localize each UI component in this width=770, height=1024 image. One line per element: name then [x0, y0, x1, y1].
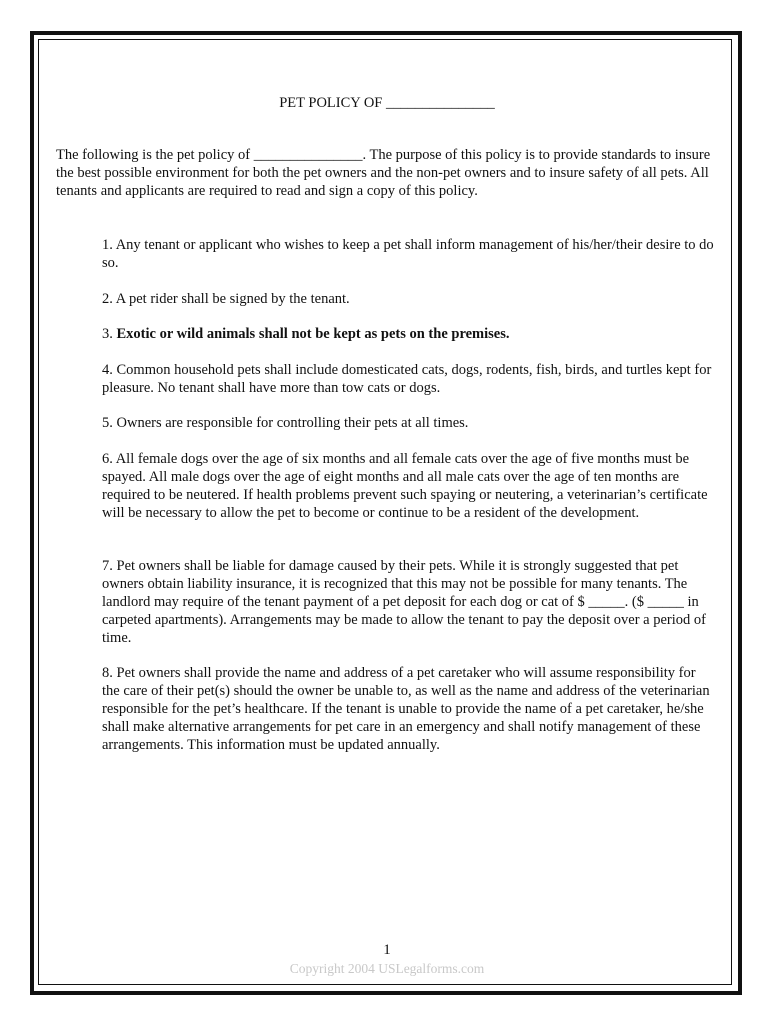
policy-item-4: 4. Common household pets shall include domesticated cats, dogs, rodents, fish, birds, and turtles kept for pleasure. No tenant shall have more than tow cats or dogs. [102, 362, 712, 396]
page-number: 1 [383, 942, 391, 958]
policy-item-1: 1. Any tenant or applicant who wishes to keep a pet shall inform management of his/her/their desire to do so. [102, 237, 714, 271]
copyright-notice: Copyright 2004 USLegalforms.com [289, 961, 485, 976]
policy-item-2: 2. A pet rider shall be signed by the tenant. [102, 291, 350, 307]
policy-item-6: 6. All female dogs over the age of six months and all female cats over the age of five months must be spayed. All male dogs over the age of eight months and all male cats over the age of ten months are required to be neutered. If health problems prevent such spaying or neutering, a veterinarian’s certificate will be necessary to allow the pet to become or continue to be a resident of the development. [102, 451, 708, 521]
policy-item-5: 5. Owners are responsible for controlling their pets at all times. [102, 415, 469, 431]
policy-item-3-text: Exotic or wild animals shall not be kept as pets on the premises. [116, 326, 510, 342]
intro-paragraph: The following is the pet policy of _______________. The purpose of this policy is to provide standards to insure the best possible environment for both the pet owners and the non-pet owners and to insure safety of all pets. All tenants and applicants are required to read and sign a copy of this policy. [56, 147, 711, 199]
policy-item-8: 8. Pet owners shall provide the name and address of a pet caretaker who will assume responsibility for the care of their pet(s) should the owner be unable to, as well as the name and address of the veterinarian responsible for the pet’s healthcare. If the tenant is unable to provide the name of a pet caretaker, he/she shall make alternative arrangements for pet care in an emergency and shall notify management of these arrangements. This information must be updated annually. [102, 665, 710, 753]
policy-item-3 [102, 325, 714, 343]
policy-item-3-number: 3. [102, 326, 117, 342]
policy-item-7: 7. Pet owners shall be liable for damage caused by their pets. While it is strongly suggested that pet owners obtain liability insurance, it is recognized that this may not be possible for many tenants. The landlord may require of the tenant payment of a pet deposit for each dog or cat of $ _____. ($ _____ in carpeted apartments). Arrangements may be made to allow the tenant to pay the deposit over a period of time. [102, 558, 706, 646]
document-title: PET POLICY OF _______________ [279, 95, 495, 111]
